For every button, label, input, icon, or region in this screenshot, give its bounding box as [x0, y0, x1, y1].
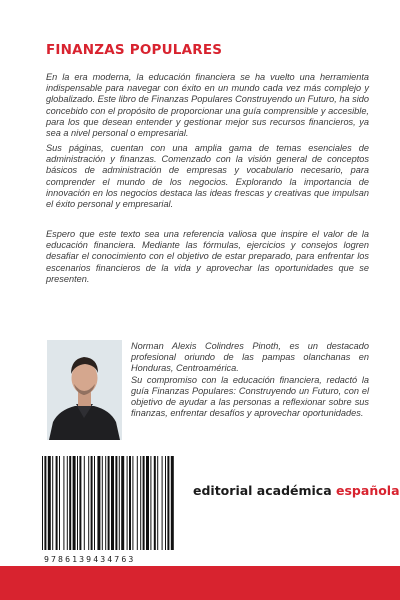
author-bio-intro: Norman Alexis Colindres Pinoth, es un destacado profesional oriundo de las pampas olanchanas en Honduras, Centroamérica.	[131, 341, 369, 374]
publisher-name-accent: española	[336, 483, 400, 498]
author-portrait-image	[47, 340, 122, 440]
isbn-number: 9786139434763	[44, 554, 136, 564]
bottom-color-band	[0, 566, 400, 600]
publisher-name: editorial académica	[193, 483, 337, 498]
synopsis-paragraph-1: En la era moderna, la educación financiera se ha vuelto una herramienta indispensable para navegar con éxito en un mundo cada vez más complejo y globalizado. Este libro de Finanzas Populares Construyendo un Futuro, ha sido concebido con el propósito de proporcionar una guía comprensible y accesible, para los que desean entender y gestionar mejor sus recursos financieros, ya sea a nivel personal o empresarial.	[46, 72, 369, 139]
author-bio-commitment: Su compromiso con la educación financiera, redactó la guía Finanzas Populares: Construyendo un Futuro, con el objetivo de ayudar a las personas a reflexionar sobre sus finanzas, enfrentar desafíos y aprovechar oportunidades.	[131, 374, 369, 419]
author-bio	[131, 341, 369, 419]
synopsis-paragraph-2: Sus páginas, cuentan con una amplia gama de temas esenciales de administración y finanzas. Comenzado con la visión general de conceptos básicos de administración de empresas y vocabulario necesario, para comprender el mundo de los negocios. Explorando la importancia de innovación en los negocios destaca las ideas frescas y creativas que impulsan el éxito personal y empresarial.	[46, 143, 369, 210]
isbn-barcode	[40, 454, 175, 566]
barcode-bars-graphic	[40, 454, 175, 552]
author-photo	[47, 340, 122, 440]
synopsis-paragraph-3: Espero que este texto sea una referencia valiosa que inspire el valor de la educación financiera. Mediante las fórmulas, ejercicios y consejos logren desafiar el conocimiento con el objetivo de estar preparado, para enfrentar los escenarios financieros de la vida y aprovechar las oportunidades que se presenten.	[46, 229, 369, 284]
publisher-logo	[193, 483, 400, 498]
book-title: FINANZAS POPULARES	[46, 42, 223, 58]
